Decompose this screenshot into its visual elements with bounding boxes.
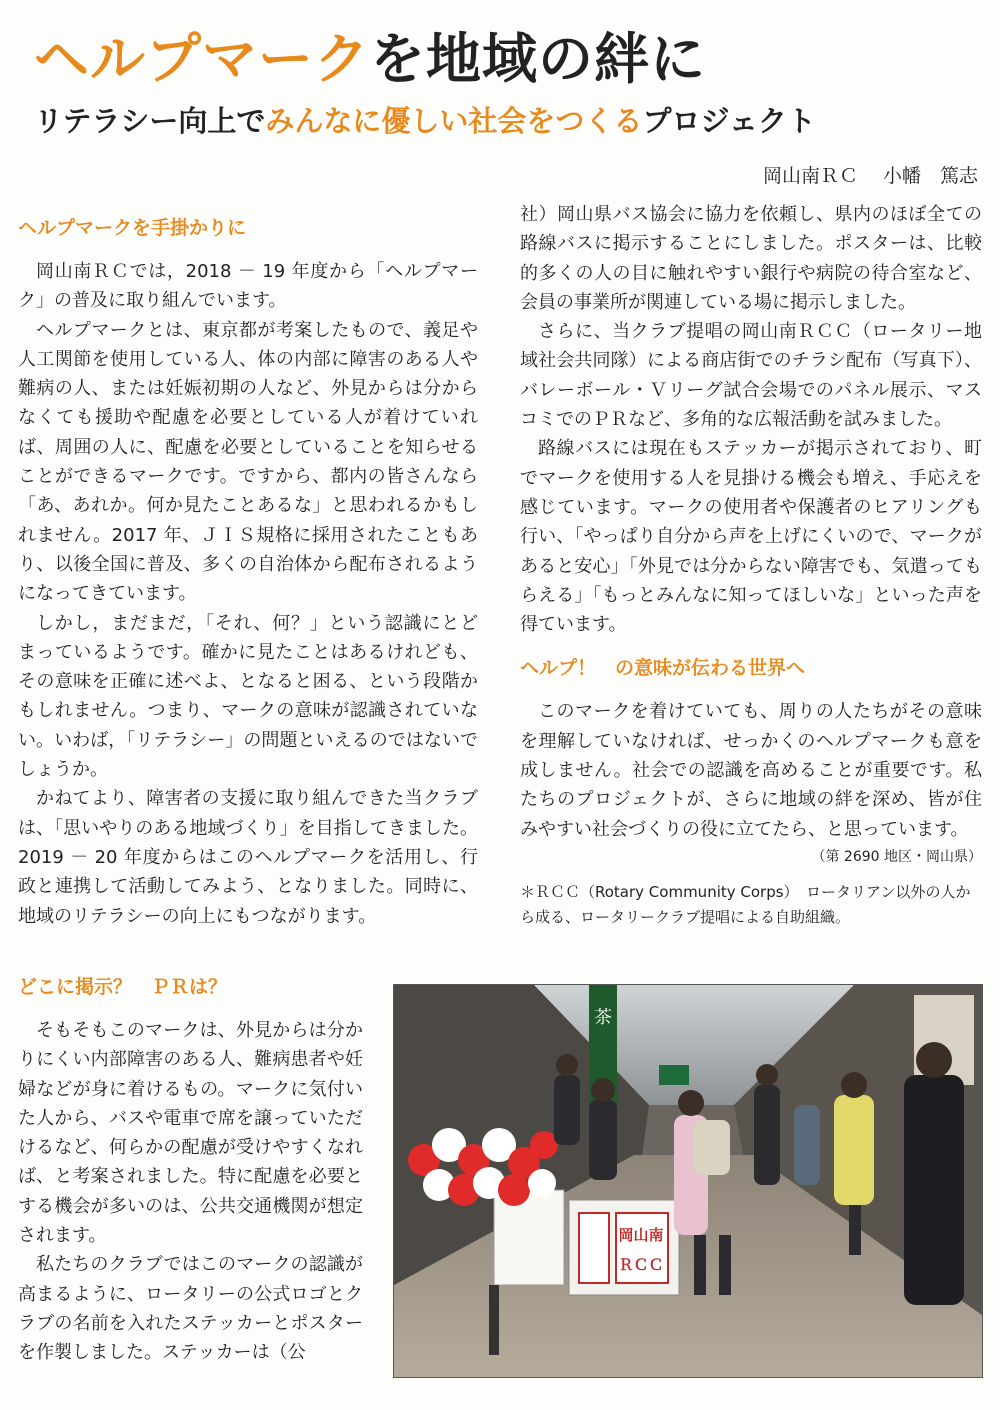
bottom-left-column <box>18 972 363 1368</box>
umbrella-stand <box>489 1285 499 1355</box>
paragraph: 岡山南ＲＣでは，2018 － 19 年度から「ヘルプマーク」の普及に取り組んでいます。 <box>18 261 478 312</box>
paragraph: 路線バスには現在もステッカーが掲示されており、町でマークを使用する人を見掛ける機会も増え、手応えを感じています。マークの使用者や保護者のヒアリングも行い、「やっぱり自分から声を上げにくいので、マークがあると安心」「外見では分からない障害でも、気遣ってもらえる」「もっとみんなに知ってほしいな」といった声を得ています。 <box>520 438 982 636</box>
right-column <box>520 200 982 930</box>
title-rest: を地域の絆に <box>370 27 707 91</box>
paragraph: そもそもこのマークは、外見からは分かりにくい内部障害のある人、難病患者や妊婦などが身に着けるもの。マークに気付いた人から、バスや電車で席を譲っていただけるなど、何らかの配慮が受けやすくなれば、と考案されました。特に配慮を必要とする機会が多いのは、公共交通機関が想定されます。 <box>18 1020 363 1247</box>
shop-sign: 茶 <box>594 1007 612 1028</box>
banner-text-okayama: 岡山南 <box>618 1226 664 1244</box>
paragraph: さらに、当クラブ提唱の岡山南ＲＣＣ（ロータリー地域社会共同隊）による商店街でのチラシ配布（写真下）、バレーボール・Ｖリーグ試合会場でのパネル展示、マスコミでのＰＲなど、多角的な広報活動を試みました。 <box>520 321 982 431</box>
poster-board <box>494 1190 564 1285</box>
rcc-banner-left <box>579 1213 609 1283</box>
article-subtitle <box>34 98 816 144</box>
banner-text-rcc: ＲＣＣ <box>618 1256 664 1274</box>
paragraph: 社）岡山県バス協会に協力を依頼し、県内のほぼ全ての路線バスに掲示することにしました。ポスターは、比較的多くの人の目に触れやすい銀行や病院の待合室など、会員の事業所が関連している場に掲示しました。 <box>520 204 982 313</box>
section-heading: どこに掲示？ ＰＲは？ <box>18 976 228 998</box>
subtitle-pre: リテラシー向上で <box>34 104 266 138</box>
street-event-photo <box>393 984 983 1378</box>
paragraph: ヘルプマークとは、東京都が考案したもので、義足や人工関節を使用している人、体の内部に障害のある人や難病の人、または妊娠初期の人など、外見からは分からなくても援助や配慮を必要としている人が着けていれば、周囲の人に、配慮を必要としていることを知らせることができるマークです。ですから、都内の皆さんなら「あ、あれか。何か見たことあるな」と思われるかもしれません。2017 年、ＪＩＳ規格に採用されたこともあり、以後全国に普及、多くの自治体から配布されるようになってきています。 <box>18 319 478 605</box>
source-note: （第 2690 地区・岡山県） <box>811 848 982 865</box>
tent <box>659 1065 689 1085</box>
section-heading: ヘルプ！ の意味が伝わる世界へ <box>520 657 806 680</box>
paragraph: このマークを着けていても、周りの人たちがその意味を理解していなければ、せっかくのヘルプマークも意を成しません。社会での認識を高めることが重要です。私たちのプロジェクトが、さらに地域の絆を深め、皆が住みやすい社会づくりの役に立てたら、と思っています。 <box>520 701 982 840</box>
paragraph: かねてより、障害者の支援に取り組んできた当クラブは、「思いやりのある地域づくり」を目指してきました。2019 － 20 年度からはこのヘルプマークを活用し、行政と連携して活動してみよう、となりました。同時に、地域のリテラシーの向上にもつながります。 <box>18 788 478 927</box>
author-byline: 岡山南ＲＣ 小幡 篤志 <box>762 165 978 187</box>
section-heading: ヘルプマークを手掛かりに <box>18 217 247 239</box>
article-title <box>34 24 706 94</box>
photo-illustration <box>394 985 982 1377</box>
left-column <box>18 213 478 931</box>
title-highlight: ヘルプマーク <box>34 27 371 91</box>
paragraph: 私たちのクラブではこのマークの認識が高まるように、ロータリーの公式ロゴとクラブの名前を入れたステッカーとポスターを作製しました。ステッカーは（公 <box>18 1254 363 1364</box>
subtitle-post: プロジェクト <box>642 104 816 138</box>
footnote: ＊ＲＣＣ（Rotary Community Corps） ロータリアン以外の人から成る、ロータリークラブ提唱による自助組織。 <box>520 882 971 926</box>
subtitle-highlight: みんなに優しい社会をつくる <box>265 104 643 138</box>
paragraph: しかし，まだまだ，「それ、何？」という認識にとどまっているようです。確かに見たことはあるけれども、その意味を正確に述べよ、となると困る、という段階かもしれません。つまり、マークの意味が認識されていない。いわば，「リテラシー」の問題といえるのではないでしょうか。 <box>18 612 478 781</box>
